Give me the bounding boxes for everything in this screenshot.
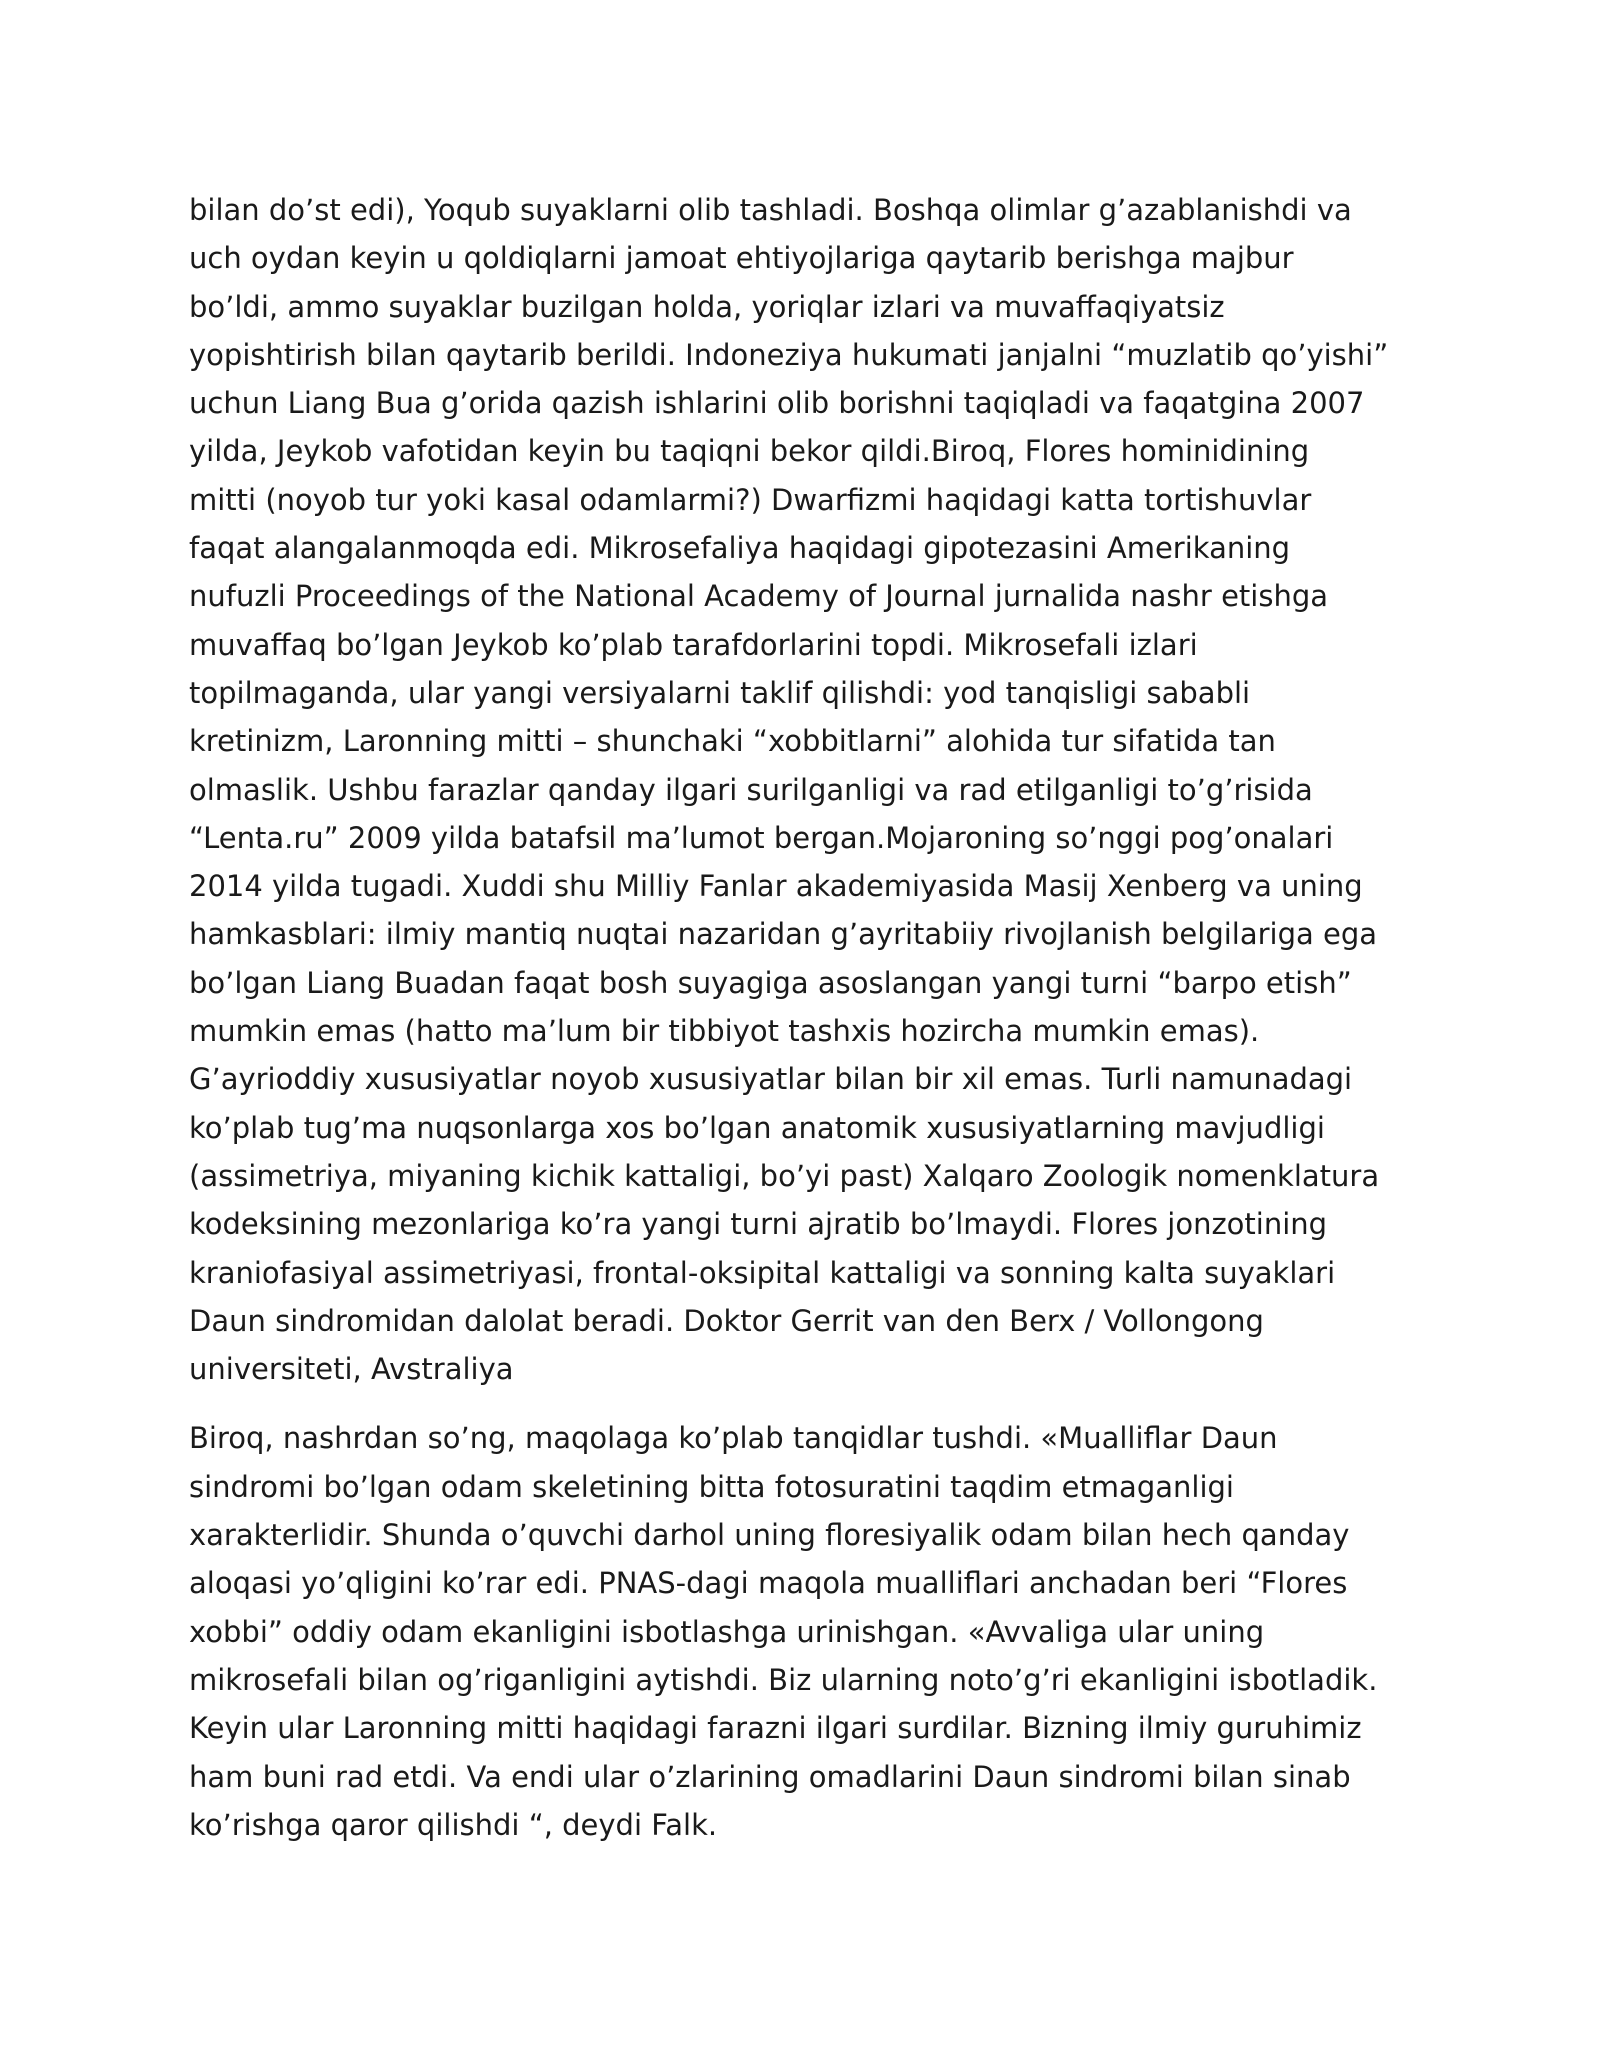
text-line: kodeksining mezonlariga ko’ra yangi turni ajratib bo’lmaydi. Flores jonzotining [189,1207,1328,1242]
text-line: xarakterlidir. Shunda o’quvchi darhol uning floresiyalik odam bilan hech qanday [189,1518,1350,1553]
text-line: xobbi” oddiy odam ekanligini isbotlashga urinishgan. «Avvaliga ular uning [189,1614,1265,1649]
text-line: Keyin ular Laronning mitti haqidagi farazni ilgari surdilar. Bizning ilmiy guruhimiz [189,1711,1362,1746]
text-line: ko’rishga qaror qilishdi “, deydi Falk. [189,1807,718,1842]
text-line: Biroq, nashrdan so’ng, maqolaga ko’plab tanqidlar tushdi. «Mualliflar Daun [189,1421,1278,1456]
text-line: kretinizm, Laronning mitti – shunchaki “xobbitlarni” alohida tur sifatida tan [189,724,1276,759]
text-line: (assimetriya, miyaning kichik kattaligi, bo’yi past) Xalqaro Zoologik nomenklatura [189,1158,1380,1193]
text-line: uchun Liang Bua g’orida qazish ishlarini olib borishni taqiqladi va faqatgina 2007 [189,386,1365,421]
text-line: aloqasi yo’qligini ko’rar edi. PNAS-dagi maqola mualliflari anchadan beri “Flores [189,1566,1348,1601]
text-line: hamkasblari: ilmiy mantiq nuqtai nazaridan g’ayritabiiy rivojlanish belgilariga ega [189,917,1378,952]
text-line: bo’lgan Liang Buadan faqat bosh suyagiga asoslangan yangi turni “barpo etish” [189,965,1352,1000]
text-line: nufuzli Proceedings of the National Academy of Journal jurnalida nashr etishga [189,579,1329,614]
text-line: ko’plab tug’ma nuqsonlarga xos bo’lgan anatomik xususiyatlarning mavjudligi [189,1110,1325,1145]
text-line: faqat alangalanmoqda edi. Mikrosefaliya haqidagi gipotezasini Amerikaning [189,531,1291,566]
text-line: bilan do’st edi), Yoqub suyaklarni olib tashladi. Boshqa olimlar g’azablanishdi va [189,193,1352,227]
text-line: kraniofasiyal assimetriyasi, frontal-oksipital kattaligi va sonning kalta suyaklari [189,1255,1336,1290]
paragraph-1 [189,186,1424,1393]
body-text [189,186,1424,1849]
text-line: topilmaganda, ular yangi versiyalarni taklif qilishdi: yod tanqisligi sababli [189,675,1251,710]
text-line: universiteti, Avstraliya [189,1352,514,1387]
text-line: ham buni rad etdi. Va endi ular o’zlarining omadlarini Daun sindromi bilan sinab [189,1759,1351,1794]
text-line: Daun sindromidan dalolat beradi. Doktor Gerrit van den Berx / Vollongong [189,1303,1264,1338]
paragraph-2 [189,1414,1424,1849]
text-line: yilda, Jeykob vafotidan keyin bu taqiqni bekor qildi.Biroq, Flores hominidining [189,434,1310,469]
text-line: yopishtirish bilan qaytarib berildi. Indoneziya hukumati janjalni “muzlatib qo’yishi” [189,337,1389,372]
text-line: bo’ldi, ammo suyaklar buzilgan holda, yoriqlar izlari va muvaffaqiyatsiz [189,289,1225,324]
text-line: muvaffaq bo’lgan Jeykob ko’plab tarafdorlarini topdi. Mikrosefali izlari [189,627,1198,662]
text-line: olmaslik. Ushbu farazlar qanday ilgari surilganligi va rad etilganligi to’g’risida [189,772,1313,807]
text-line: 2014 yilda tugadi. Xuddi shu Milliy Fanlar akademiyasida Masij Xenberg va uning [189,869,1363,904]
text-line: sindromi bo’lgan odam skeletining bitta fotosuratini taqdim etmaganligi [189,1469,1234,1504]
text-line: mikrosefali bilan og’riganligini aytishdi. Biz ularning noto’g’ri ekanligini isbotladik. [189,1662,1378,1697]
text-line: “Lenta.ru” 2009 yilda batafsil ma’lumot bergan.Mojaroning so’nggi pog’onalari [189,820,1334,855]
text-line: mumkin emas (hatto ma’lum bir tibbiyot tashxis hozircha mumkin emas). [189,1014,1260,1049]
text-line: uch oydan keyin u qoldiqlarni jamoat ehtiyojlariga qaytarib berishga majbur [189,241,1294,276]
text-line: mitti (noyob tur yoki kasal odamlarmi?) Dwarfizmi haqidagi katta tortishuvlar [189,482,1312,517]
text-line: G’ayrioddiy xususiyatlar noyob xususiyatlar bilan bir xil emas. Turli namunadagi [189,1062,1353,1097]
